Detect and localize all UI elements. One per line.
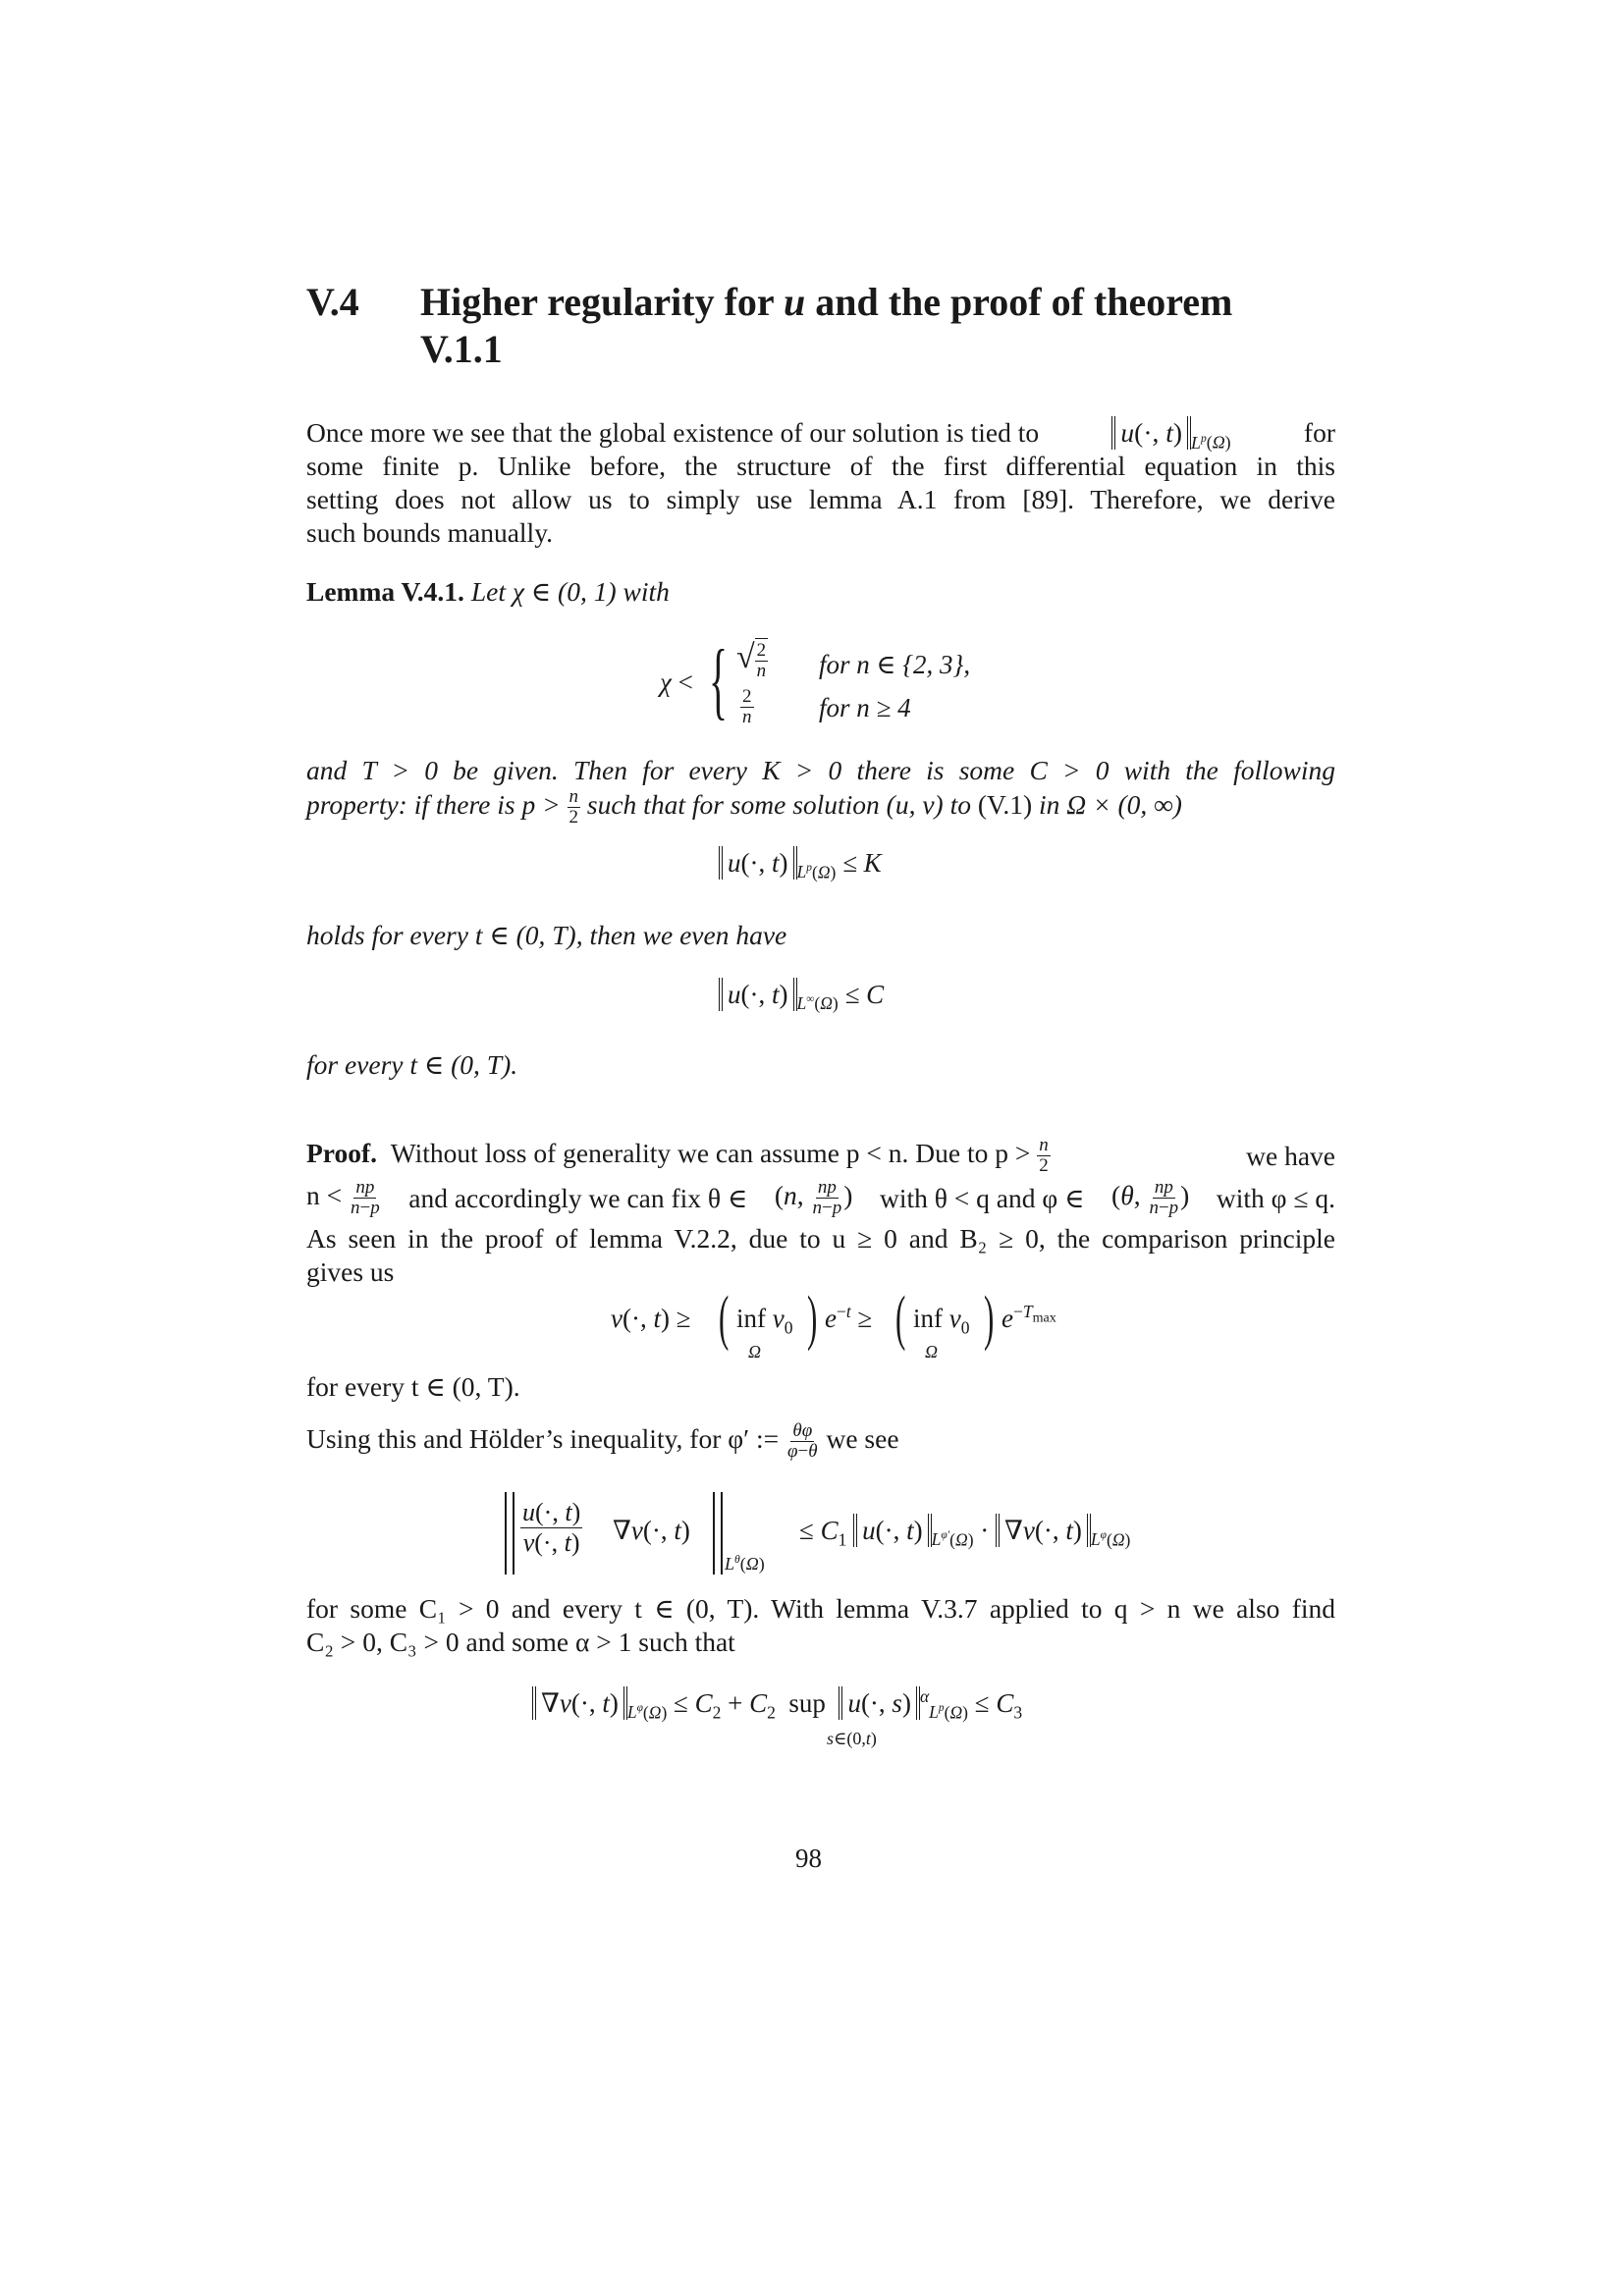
linf-bound-equation: u(·, t) $_{L^\infty(\Omega)}$ ≤ C [719,978,884,1011]
lemma-text: such that for some solution (u, v) to [586,788,971,820]
proof-lines-7-8 [306,1592,1335,1659]
proof-text: with φ ≤ q. [1216,1182,1335,1213]
proof-label: Proof. [306,1137,378,1168]
page-number: 98 [795,1843,822,1873]
comparison-equation: v(·, t) ≥ ( inf $v_0$ Ω ) $e^{-t}$ ≥ ( inf $v_0$ Ω ) $e^{-T_{max}}$ [611,1285,1056,1362]
lemma-text: in Ω × (0, ∞) [1039,788,1182,820]
intro-line-3: setting does not allow us to simply use lemma A.1 from [89]. Therefore, we derive [306,484,1335,514]
lemma-text: property: if there is p > [306,788,561,820]
lemma-line-2: property: if there is p > $\frac{n}{2}$ such that for some solution (u, v) to (V.1) in Ω × (0, ∞) [306,786,1182,828]
intro-paragraph [306,416,1335,550]
lemma-label: Lemma V.4.1. [306,576,464,607]
lp-norm-inline: u(·, t) $_{L^p(\Omega)}$ [1111,416,1230,450]
intro-line-2: some finite p. Unlike before, the structure of the first differential equation in this [306,451,1335,481]
section-title-line2: V.1.1 [420,327,503,371]
equation-reference: (V.1) [977,788,1033,820]
proof-paragraph [306,1136,1335,1289]
lemma-holds-line: holds for every t ∈ (0, T), then we even have [306,920,787,950]
lemma-line-1: and T > 0 be given. Then for every K > 0 there is some C > 0 with the following [306,755,1335,785]
section-title-variable: u [783,280,806,324]
intro-text: for [1303,417,1335,448]
proof-line-2: n < $\frac{np}{n-p}$ and accordingly we can fix θ ∈ (n, $\frac{np}{n-p}$ ) with θ < q and φ ∈ (θ, $\frac{np}{n-p}$ ) with φ ≤ q. [306,1177,1335,1218]
lp-bound-rhs: ≤ K [842,848,882,878]
gradient-bound-equation: ∇v(·, t) $_{L^\varphi(\Omega)} \le C_2 + C_2$ sup u(·, s) $^\alpha_{L^p(\Omega)} \le C_3$ s∈(0,t) [532,1686,1121,1749]
intro-line-1 [306,416,1335,453]
proof-line-5: for every t ∈ (0, T). [306,1371,520,1402]
section-title-part: Higher regularity for [420,280,784,324]
proof-text: Using this and Hölder’s inequality, for φ′ := [306,1422,780,1454]
proof-line-8: C₂ > 0, C₃ > 0 and some α > 1 such that [306,1627,735,1657]
proof-text: with θ < q and φ ∈ [879,1182,1085,1213]
case-1-condition: for n ∈ {2, 3}, [819,650,971,679]
linf-bound-rhs: ≤ C [844,980,885,1009]
proof-line-4: gives us [306,1256,395,1287]
proof-line-3: As seen in the proof of lemma V.2.2, due to u ≥ 0 and B₂ ≥ 0, the comparison principle [306,1223,1335,1254]
proof-text: we see [826,1422,899,1454]
proof-line-1: Proof. Without loss of generality we can assume p < n. Due to p > $\frac{n}{2}$ we have [306,1135,1335,1176]
lemma-intro: Let χ ∈ (0, 1) with [470,576,670,607]
proof-line-6: Using this and Hölder’s inequality, for φ′ := $\frac{\theta\varphi}{\varphi-\theta}$ we see [306,1420,899,1462]
intro-line-4: such bounds manually. [306,517,554,548]
holder-equation: $\frac{u(\cdot, t)}{v(\cdot, t)}$ ∇v(·, t) $L^\theta(\Omega)$ ≤ $C_1$ u(·, t) $_{L^{\varphi'}(\Omega)}$ · ∇v(·, t) $_{L^\varphi(\Omega)}$ [505,1488,1153,1582]
case-2-condition: for n ≥ 4 [819,693,911,722]
proof-text: we have [1246,1140,1335,1171]
section-number: V.4 [306,280,359,324]
section-title [420,279,1343,373]
lemma-header [306,575,670,609]
proof-text: Without loss of generality we can assume p < n. Due to p > [390,1137,1031,1168]
proof-text: n < [306,1179,343,1210]
proof-text: and accordingly we can fix θ ∈ [408,1182,748,1213]
proof-line-7: for some C₁ > 0 and every t ∈ (0, T). With lemma V.3.7 applied to q > n we also find [306,1593,1335,1624]
section-title-part: and the proof of theorem [805,280,1233,324]
lemma-for-every: for every t ∈ (0, T). [306,1049,518,1080]
chi-cases-equation: χ < { √ $\frac{2}{n}$ $\frac{2}{n}$ for n ∈ {2, 3}, for n ≥ 4 [660,633,971,728]
intro-text: Once more we see that the global existence of our solution is tied to [306,417,1040,448]
lp-bound-equation: u(·, t) $_{L^p(\Omega)}$ ≤ K [719,846,882,880]
lemma-body [306,754,1335,828]
